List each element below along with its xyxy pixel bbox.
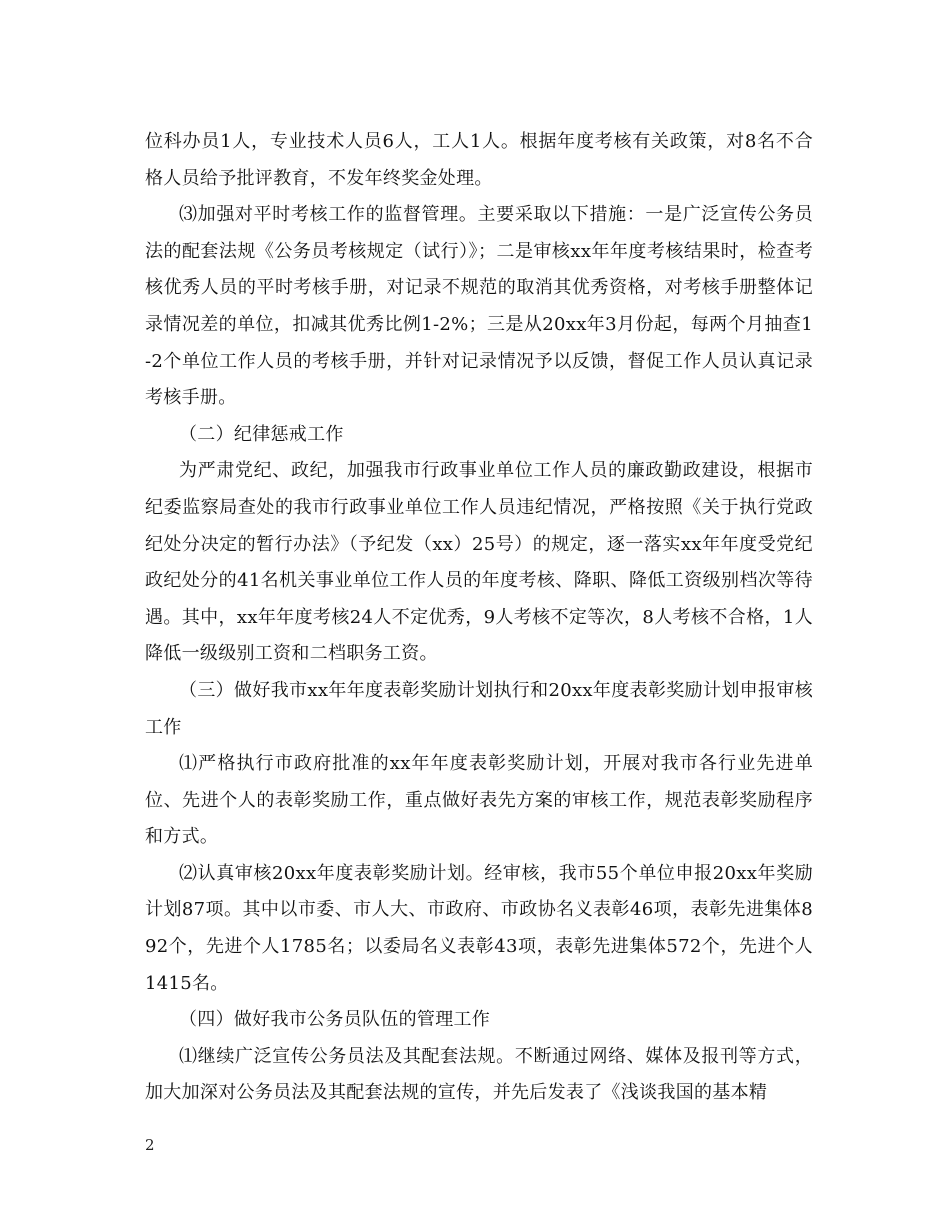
- section-heading-awards: （三）做好我市xx年年度表彰奖励计划执行和20xx年度表彰奖励计划申报审核工作: [145, 679, 813, 738]
- paragraph-continuation: 位科办员1人，专业技术人员6人，工人1人。根据年度考核有关政策，对8名不合格人员给予批评教育，不发年终奖金处理。: [145, 131, 813, 189]
- section-heading-discipline: （二）纪律惩戒工作: [179, 423, 344, 445]
- paragraph-awards-plan: ⑴严格执行市政府批准的xx年年度表彰奖励计划，开展对我市各行业先进单位、先进个人的表彰奖励工作，重点做好表先方案的审核工作，规范表彰奖励程序和方式。: [145, 753, 813, 848]
- paragraph-monitoring: ⑶加强对平时考核工作的监督管理。主要采取以下措施：一是广泛宣传公务员法的配套法规《公务员考核规定（试行）》；二是审核xx年年度考核结果时，检查考核优秀人员的平时考核手册，对记录不规范的取消其优秀资格，对考核手册整体记录情况差的单位，扣减其优秀比例1-2%；三是从20xx年3月份起，每两个月抽查1-2个单位工作人员的考核手册，并针对记录情况予以反馈，督促工作人员认真记录考核手册。: [145, 204, 813, 409]
- paragraph-awards-review: ⑵认真审核20xx年度表彰奖励计划。经审核，我市55个单位申报20xx年奖励计划87项。其中以市委、市人大、市政府、市政协名义表彰46项，表彰先进集体892个，先进个人1785名；以委局名义表彰43项，表彰先进集体572个，先进个人1415名。: [145, 862, 813, 994]
- paragraph-management: ⑴继续广泛宣传公务员法及其配套法规。不断通过网络、媒体及报刊等方式，加大加深对公务员法及其配套法规的宣传，并先后发表了《浅谈我国的基本精: [145, 1045, 813, 1104]
- page-number: 2: [145, 1136, 155, 1154]
- paragraph-discipline: 为严肃党纪、政纪，加强我市行政事业单位工作人员的廉政勤政建设，根据市纪委监察局查处的我市行政事业单位工作人员违纪情况，严格按照《关于执行党政纪处分决定的暂行办法》（予纪发（xx）25号）的规定，逐一落实xx年年度受党纪政纪处分的41名机关事业单位工作人员的年度考核、降职、降低工资级别档次等待遇。其中，xx年年度考核24人不定优秀，9人考核不定等次，8人考核不合格，1人降低一级级别工资和二档职务工资。: [145, 460, 813, 665]
- section-heading-management: （四）做好我市公务员队伍的管理工作: [179, 1009, 491, 1031]
- document-body: [145, 124, 813, 1112]
